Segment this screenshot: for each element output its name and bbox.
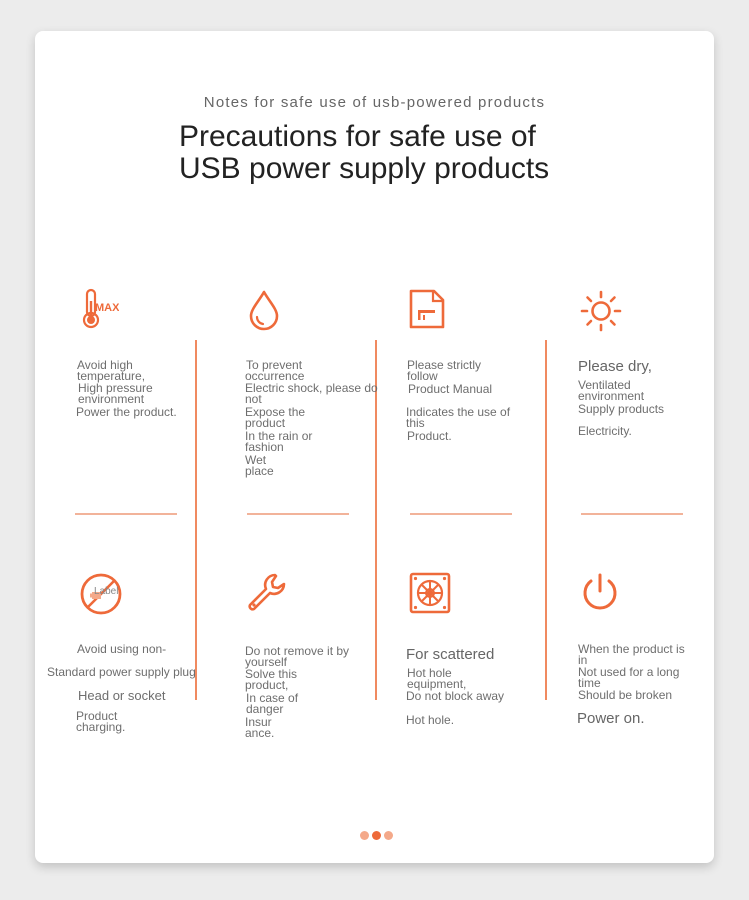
thermometer-max-icon [75, 287, 119, 331]
item-text-power-on [578, 644, 685, 726]
text-line: not [245, 392, 262, 406]
pagination-dot-active[interactable] [372, 831, 381, 840]
title-line-1: Precautions for safe use of [179, 120, 536, 153]
page-subtitle: Notes for safe use of usb-powered products [203, 94, 546, 111]
ventilation-grille-icon [408, 571, 452, 615]
text-line: time [578, 676, 601, 690]
text-line: environment [578, 389, 645, 403]
page-title [179, 121, 639, 185]
text-line: For scattered [406, 646, 495, 663]
column-divider [545, 340, 547, 700]
item-text-power-plug [47, 644, 196, 733]
row-divider [247, 513, 349, 515]
text-line: fashion [245, 440, 284, 454]
text-line: Product. [407, 429, 452, 443]
text-line: product [245, 416, 286, 430]
text-line: place [245, 464, 274, 478]
max-label: MAX [95, 302, 119, 314]
text-line: Do not block away [406, 689, 505, 703]
text-line: Not used for a long [578, 665, 680, 679]
text-line: Head or socket [78, 688, 166, 703]
text-line: Power on. [577, 710, 645, 727]
pagination-dot[interactable] [360, 831, 369, 840]
item-text-dry-environment [578, 359, 664, 437]
item-text-high-temperature [77, 360, 177, 418]
text-line: Ventilated [578, 378, 631, 392]
water-drop-icon [242, 287, 286, 331]
text-line: Power the product. [76, 405, 177, 419]
text-line: in [578, 653, 588, 667]
item-text-electric-shock [245, 360, 378, 477]
row-divider [410, 513, 512, 515]
text-line: Expose the [245, 405, 306, 419]
text-line: follow [407, 369, 438, 383]
pagination-dots [360, 831, 393, 841]
content-card [35, 31, 714, 863]
sun-icon [579, 289, 623, 333]
wrench-icon [245, 570, 289, 614]
text-line: environment [78, 392, 145, 406]
text-line: Indicates the use of [406, 405, 511, 419]
label-text: Label [94, 586, 119, 597]
text-line: Standard power supply plug [47, 665, 196, 679]
text-line: yourself [245, 655, 288, 669]
text-line: Avoid using non- [77, 642, 167, 656]
pagination-dot[interactable] [384, 831, 393, 840]
text-line: When the product is [578, 642, 685, 656]
text-line: High pressure [78, 381, 153, 395]
text-line: Hot hole. [406, 713, 455, 727]
text-line: Avoid high [77, 358, 133, 372]
manual-document-icon [405, 287, 449, 331]
text-line: this [406, 416, 425, 430]
text-line: Electric shock, please do [245, 381, 378, 395]
text-line: Supply products [578, 402, 665, 416]
text-line: occurrence [245, 369, 305, 383]
text-line: product, [245, 678, 289, 692]
power-icon [578, 571, 622, 615]
text-line: charging. [76, 720, 126, 734]
item-text-manual [407, 360, 510, 442]
text-line: Electricity. [578, 424, 632, 438]
text-line: Do not remove it by [245, 644, 350, 658]
text-line: Please dry, [578, 358, 652, 375]
text-line: ance. [245, 726, 275, 740]
text-line: danger [246, 702, 284, 716]
text-line: Solve this [245, 667, 298, 681]
no-plug-icon [79, 572, 123, 616]
text-line: Wet [245, 453, 267, 467]
row-divider [581, 513, 683, 515]
text-line: In case of [246, 691, 299, 705]
text-line: Should be broken [578, 688, 673, 702]
row-divider [75, 513, 177, 515]
text-line: temperature, [77, 369, 146, 383]
text-line: To prevent [246, 358, 303, 372]
text-line: Product Manual [408, 382, 493, 396]
title-line-2: USB power supply products [179, 152, 550, 185]
text-line: Product [76, 709, 118, 723]
item-text-hot-hole [406, 647, 504, 726]
item-text-do-not-remove [245, 646, 349, 739]
text-line: Please strictly [407, 358, 482, 372]
text-line: Hot hole [407, 666, 452, 680]
text-line: equipment, [407, 677, 467, 691]
text-line: In the rain or [245, 429, 313, 443]
text-line: Insur [245, 715, 272, 729]
